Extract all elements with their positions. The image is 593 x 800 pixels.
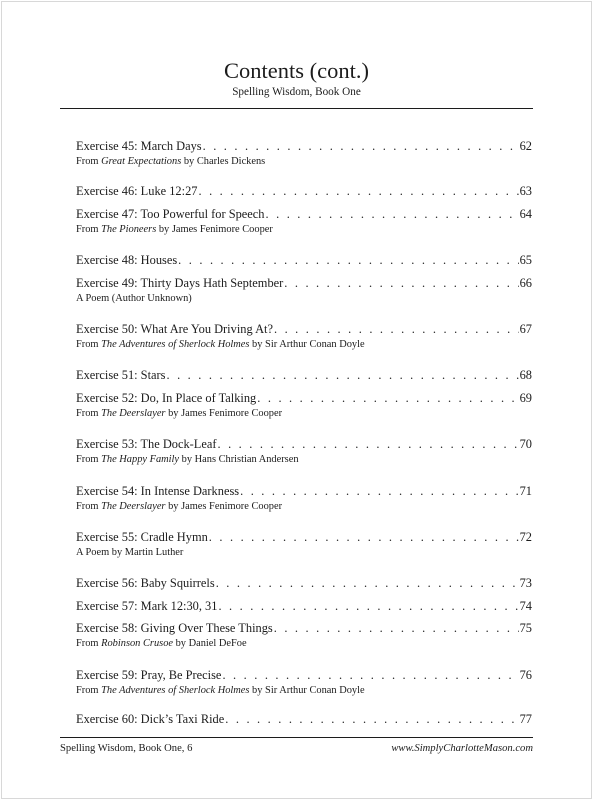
dot-leader (240, 484, 519, 499)
toc-entry-source (76, 684, 532, 697)
toc-entry-page: 74 (519, 599, 532, 613)
toc-entry-title: Exercise 58: Giving Over These Things (76, 621, 273, 635)
dot-leader (225, 712, 518, 727)
source-work-title: The Deerslayer (101, 501, 166, 512)
toc-entry-source (76, 223, 532, 236)
dot-leader (203, 139, 519, 154)
toc-entry-source (76, 453, 532, 466)
dot-leader (257, 391, 518, 406)
footer-website-link[interactable]: www.SimplyCharlotteMason.com (391, 743, 533, 754)
source-author: by James Fenimore Cooper (156, 224, 273, 235)
toc-entry-page: 76 (519, 668, 532, 682)
source-work-title: The Happy Family (101, 454, 180, 465)
source-prefix: From (76, 638, 102, 649)
source-work-title: The Pioneers (101, 224, 157, 235)
toc-entry-page: 62 (519, 139, 532, 153)
source-author: by James Fenimore Cooper (165, 501, 283, 512)
source-work-title: The Deerslayer (101, 408, 166, 419)
source-prefix: A Poem by Martin Luther (76, 547, 184, 558)
toc-entry[interactable] (76, 391, 532, 406)
source-author: by Sir Arthur Conan Doyle (249, 685, 365, 696)
toc-entry-page: 77 (519, 712, 532, 726)
toc-entry[interactable] (76, 530, 532, 545)
source-work-title: Robinson Crusoe (101, 638, 173, 649)
toc-entry-title: Exercise 46: Luke 12:27 (76, 184, 198, 198)
source-prefix: A Poem (Author Unknown) (76, 293, 192, 304)
toc-entry[interactable] (76, 139, 532, 154)
toc-entry-title: Exercise 57: Mark 12:30, 31 (76, 599, 218, 613)
source-prefix: From (76, 156, 102, 167)
source-prefix: From (76, 224, 102, 235)
toc-entry-source (76, 292, 532, 305)
dot-leader (218, 599, 518, 614)
toc-entry-title: Exercise 50: What Are You Driving At? (76, 322, 273, 336)
toc-entry-page: 69 (519, 391, 532, 405)
dot-leader (274, 322, 519, 337)
toc-entry-page: 68 (519, 368, 532, 382)
source-author: by Hans Christian Andersen (179, 454, 299, 465)
page-subtitle: Spelling Wisdom, Book One (232, 86, 361, 98)
dot-leader (166, 368, 518, 383)
toc-entry-page: 73 (519, 576, 532, 590)
toc-entry-title: Exercise 48: Houses (76, 253, 178, 267)
toc-entry[interactable] (76, 712, 532, 727)
toc-entry-title: Exercise 45: March Days (76, 139, 202, 153)
dot-leader (274, 621, 519, 636)
toc-entry-title: Exercise 56: Baby Squirrels (76, 576, 215, 590)
toc-entry-source (76, 407, 532, 420)
toc-entry-title: Exercise 55: Cradle Hymn (76, 530, 208, 544)
source-prefix: From (76, 685, 102, 696)
toc-entry[interactable] (76, 484, 532, 499)
toc-entry-title: Exercise 53: The Dock-Leaf (76, 437, 217, 451)
toc-entry[interactable] (76, 184, 532, 199)
toc-entry[interactable] (76, 207, 532, 222)
toc-entry[interactable] (76, 368, 532, 383)
dot-leader (178, 253, 518, 268)
toc-entry-title: Exercise 51: Stars (76, 368, 166, 382)
source-author: by James Fenimore Cooper (165, 408, 283, 419)
source-work-title: The Adventures of Sherlock Holmes (101, 339, 250, 350)
toc-entry[interactable] (76, 276, 532, 291)
page-title: Contents (cont.) (224, 58, 369, 83)
toc-entry-page: 65 (519, 253, 532, 267)
source-prefix: From (76, 339, 102, 350)
toc-entry[interactable] (76, 668, 532, 683)
toc-entry-page: 64 (519, 207, 532, 221)
toc-entry-page: 70 (519, 437, 532, 451)
dot-leader (217, 437, 518, 452)
dot-leader (216, 576, 519, 591)
toc-entry[interactable] (76, 437, 532, 452)
toc-entry[interactable] (76, 576, 532, 591)
toc-entry-source (76, 637, 532, 650)
footer-rule (60, 737, 533, 738)
dot-leader (209, 530, 519, 545)
header-rule (60, 108, 533, 109)
source-author: by Daniel DeFoe (173, 638, 247, 649)
dot-leader (198, 184, 518, 199)
toc-entry-title: Exercise 49: Thirty Days Hath September (76, 276, 284, 290)
toc-entry[interactable] (76, 253, 532, 268)
source-work-title: Great Expectations (101, 156, 182, 167)
toc-entry-title: Exercise 47: Too Powerful for Speech (76, 207, 265, 221)
dot-leader (266, 207, 519, 222)
toc-entry-page: 63 (519, 184, 532, 198)
toc-entry-source (76, 155, 532, 168)
toc-entry[interactable] (76, 322, 532, 337)
toc-entry-source (76, 338, 532, 351)
source-author: by Sir Arthur Conan Doyle (249, 339, 365, 350)
footer-book-page: Spelling Wisdom, Book One, 6 (60, 743, 193, 754)
toc-entry[interactable] (76, 599, 532, 614)
source-prefix: From (76, 454, 102, 465)
toc-entry-title: Exercise 59: Pray, Be Precise (76, 668, 222, 682)
toc-entry-source (76, 500, 532, 513)
source-work-title: The Adventures of Sherlock Holmes (101, 685, 250, 696)
toc-entry-page: 71 (519, 484, 532, 498)
toc-entry-title: Exercise 60: Dick’s Taxi Ride (76, 712, 225, 726)
toc-entry[interactable] (76, 621, 532, 636)
dot-leader (222, 668, 518, 683)
toc-entry-title: Exercise 52: Do, In Place of Talking (76, 391, 257, 405)
source-author: by Charles Dickens (181, 156, 266, 167)
dot-leader (284, 276, 518, 291)
toc-entry-page: 66 (519, 276, 532, 290)
toc-entry-page: 72 (519, 530, 532, 544)
source-prefix: From (76, 408, 102, 419)
toc-entry-page: 67 (519, 322, 532, 336)
toc-entry-page: 75 (519, 621, 532, 635)
toc-entry-title: Exercise 54: In Intense Darkness (76, 484, 240, 498)
source-prefix: From (76, 501, 102, 512)
toc-entry-source (76, 546, 532, 559)
